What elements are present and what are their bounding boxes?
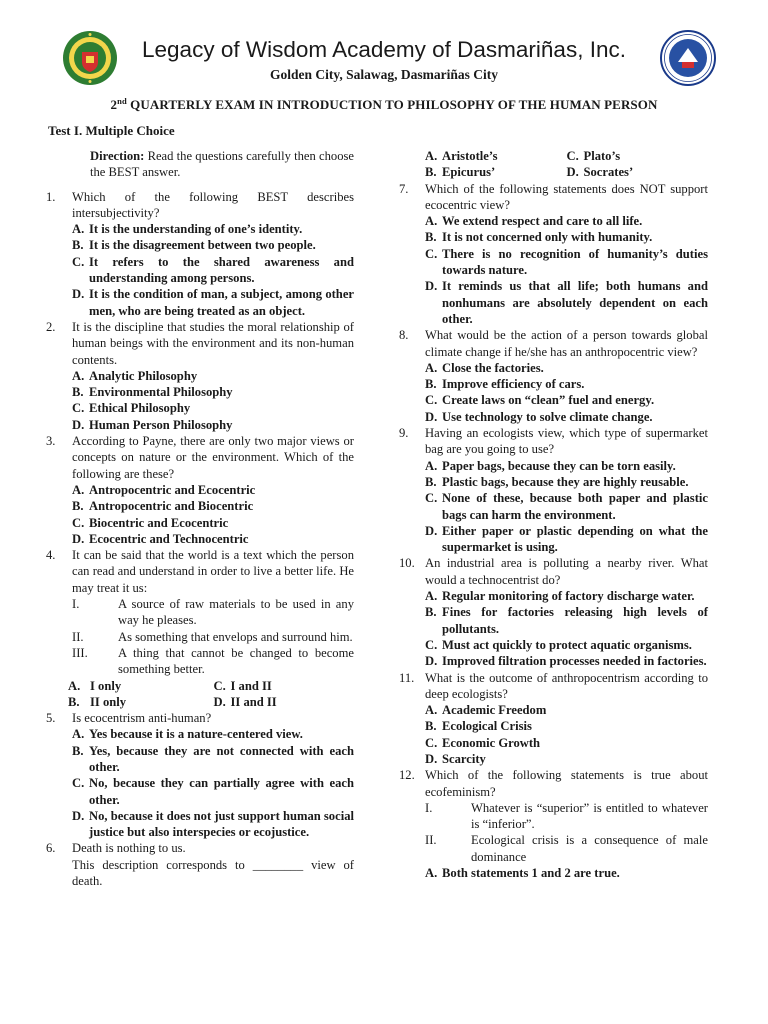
choice-d[interactable]: D. Human Person Philosophy <box>72 417 233 432</box>
choice-b[interactable]: B. Fines for factories releasing high levels of pollutants. <box>425 605 708 636</box>
document-header <box>0 30 768 90</box>
choice-a[interactable]: A. It is the understanding of one’s identity. <box>72 222 303 237</box>
left-column <box>46 148 354 889</box>
question-10 <box>399 555 708 669</box>
choice-c[interactable]: C. Ethical Philosophy <box>72 401 191 416</box>
choice-a[interactable]: A. I only <box>68 678 122 693</box>
choice-d[interactable]: D. Ecocentric and Technocentric <box>72 531 249 546</box>
choice-a[interactable]: A. Aristotle’s <box>425 149 498 163</box>
choice-d[interactable]: D. It is the condition of man, a subject, among other men, who are being treated as an object. <box>72 287 354 318</box>
choice-a[interactable]: A. Close the factories. <box>425 360 544 375</box>
choice-c[interactable]: C. None of these, because both paper and plastic bags can harm the environment. <box>425 491 708 522</box>
question-number: 1. <box>46 189 56 204</box>
choice-d[interactable]: D. II and II <box>213 694 277 709</box>
choice-b[interactable]: B. Improve efficiency of cars. <box>425 377 585 392</box>
choice-d[interactable]: D. Use technology to solve climate change. <box>425 409 653 424</box>
question-number: 8. <box>399 328 409 343</box>
question-text: Having an ecologists view, which type of supermarket bag are you going to use? <box>425 426 708 457</box>
question-number: 4. <box>46 548 56 563</box>
question-8 <box>399 327 708 425</box>
choice-c[interactable]: C. No, because they can partially agree with each other. <box>72 776 354 807</box>
question-text: An industrial area is polluting a nearby river. What would a technocentrist do? <box>425 556 708 587</box>
choice-a[interactable]: A. Analytic Philosophy <box>72 368 198 383</box>
choice-a[interactable]: A. Yes because it is a nature-centered view. <box>72 727 303 742</box>
question-text: It can be said that the world is a text which the person can read and understand in order to live a better life. He may treat it us: <box>72 548 354 595</box>
statement-iii: III. A thing that cannot be changed to become something better. <box>72 645 354 677</box>
question-3 <box>46 433 354 547</box>
exam-title-text: QUARTERLY EXAM IN INTRODUCTION TO PHILOSOPHY OF THE HUMAN PERSON <box>126 97 658 112</box>
choice-b[interactable]: B. Yes, because they are not connected with each other. <box>72 743 354 774</box>
choice-d[interactable]: D. No, because it does not just support human social justice but also interspecies or ecojustice. <box>72 808 354 840</box>
question-text: According to Payne, there are only two major views or concepts on nature or the environment. Which of the following are these? <box>72 434 354 481</box>
question-number: 11. <box>399 670 415 685</box>
question-4 <box>46 547 354 710</box>
choice-c[interactable]: C. I and II <box>213 678 272 693</box>
question-number: 6. <box>46 841 56 856</box>
school-name: Legacy of Wisdom Academy of Dasmariñas, Inc. <box>142 37 626 62</box>
question-text: What would be the action of a person towards global climate change if he/she has an anthropocentric view? <box>425 328 708 359</box>
choice-d[interactable]: D. Either paper or plastic depending on what the supermarket is using. <box>425 523 708 555</box>
choice-c[interactable]: C. There is no recognition of humanity’s duties towards nature. <box>425 246 708 278</box>
choice-a[interactable]: A. Academic Freedom <box>425 703 547 718</box>
question-6 <box>46 840 354 889</box>
choice-b[interactable]: B. Ecological Crisis <box>425 719 532 734</box>
choice-c[interactable]: C. Plato’s <box>566 149 621 163</box>
question-number: 5. <box>46 711 56 726</box>
choice-d[interactable]: D. It reminds us that all life; both humans and nonhumans are absolutely dependent on each other. <box>425 279 708 326</box>
question-number: 7. <box>399 181 409 196</box>
right-column <box>399 148 708 881</box>
statement-ii: II. Ecological crisis is a consequence of male dominance <box>425 833 708 864</box>
question-text: It is the discipline that studies the moral relationship of human beings with the environment and its non-human contents. <box>72 319 354 367</box>
question-text: Which of the following BEST describes intersubjectivity? <box>72 189 354 220</box>
choice-d[interactable]: D. Socrates’ <box>566 165 634 180</box>
choice-b[interactable]: B. Environmental Philosophy <box>72 385 233 400</box>
question-text: Which of the following statements is true about ecofeminism? <box>425 768 708 799</box>
question-11 <box>399 670 708 768</box>
direction-text: Read the questions carefully then choose the BEST answer. <box>90 149 354 180</box>
question-text: Death is nothing to us. <box>72 841 186 856</box>
choice-c[interactable]: C. Create laws on “clean” fuel and energy. <box>425 393 655 408</box>
deped-seal-logo <box>660 30 716 86</box>
choice-d[interactable]: D. Scarcity <box>425 751 486 766</box>
school-address: Golden City, Salawag, Dasmariñas City <box>269 67 499 82</box>
choice-d[interactable]: D. Improved filtration processes needed in factories. <box>425 654 707 669</box>
exam-title <box>0 97 768 113</box>
choice-b[interactable]: B. Epicurus’ <box>425 165 496 180</box>
question-5 <box>46 710 354 840</box>
choice-b[interactable]: B. Plastic bags, because they are highly reusable. <box>425 474 689 489</box>
directions <box>46 148 354 189</box>
choice-c[interactable]: C. It refers to the shared awareness and understanding among persons. <box>72 254 354 286</box>
choice-b[interactable]: B. Antropocentric and Biocentric <box>72 499 254 514</box>
choice-c[interactable]: C. Must act quickly to protect aquatic organisms. <box>425 637 692 652</box>
test-title: Test I. Multiple Choice <box>48 123 175 138</box>
choice-a[interactable]: A. Antropocentric and Ecocentric <box>72 482 256 497</box>
exam-quarter-number: 2 <box>110 97 118 112</box>
question-9 <box>399 425 708 555</box>
choice-a[interactable]: A. Paper bags, because they can be torn easily. <box>425 458 676 473</box>
question-number: 2. <box>46 319 56 334</box>
question-1 <box>46 189 354 319</box>
exam-quarter-suffix: nd <box>117 96 127 106</box>
question-2 <box>46 319 354 433</box>
question-7 <box>399 181 708 328</box>
question-text: Is ecocentrism anti-human? <box>72 711 212 726</box>
question-number: 12. <box>399 768 415 783</box>
choice-b[interactable]: B. II only <box>68 694 127 709</box>
choice-a[interactable]: A. We extend respect and care to all life. <box>425 214 643 229</box>
question-12 <box>399 767 708 881</box>
question-text: Which of the following statements does NOT support ecocentric view? <box>425 181 708 212</box>
statement-i: I. A source of raw materials to be used in any way he pleases. <box>72 597 354 628</box>
question-number: 3. <box>46 434 56 449</box>
question-text-2: This description corresponds to ________ view of death. <box>72 857 354 889</box>
question-number: 10. <box>399 556 415 571</box>
question-text: What is the outcome of anthropocentrism according to deep ecologists? <box>425 670 708 701</box>
choice-c[interactable]: C. Economic Growth <box>425 735 541 750</box>
statement-ii: II. As something that envelops and surround him. <box>72 629 353 644</box>
statement-i: I. Whatever is “superior” is entitled to whatever is “inferior”. <box>425 800 708 832</box>
choice-a[interactable]: A. Regular monitoring of factory discharge water. <box>425 589 695 604</box>
choice-b[interactable]: B. It is the disagreement between two people. <box>72 238 316 253</box>
choice-b[interactable]: B. It is not concerned only with humanity. <box>425 230 653 245</box>
direction-label: Direction: <box>90 149 145 163</box>
question-number: 9. <box>399 426 409 441</box>
choice-a[interactable]: A. Both statements 1 and 2 are true. <box>425 866 620 881</box>
choice-c[interactable]: C. Biocentric and Ecocentric <box>72 515 229 530</box>
question-6-choices <box>399 148 708 181</box>
school-seal-logo <box>62 30 118 86</box>
